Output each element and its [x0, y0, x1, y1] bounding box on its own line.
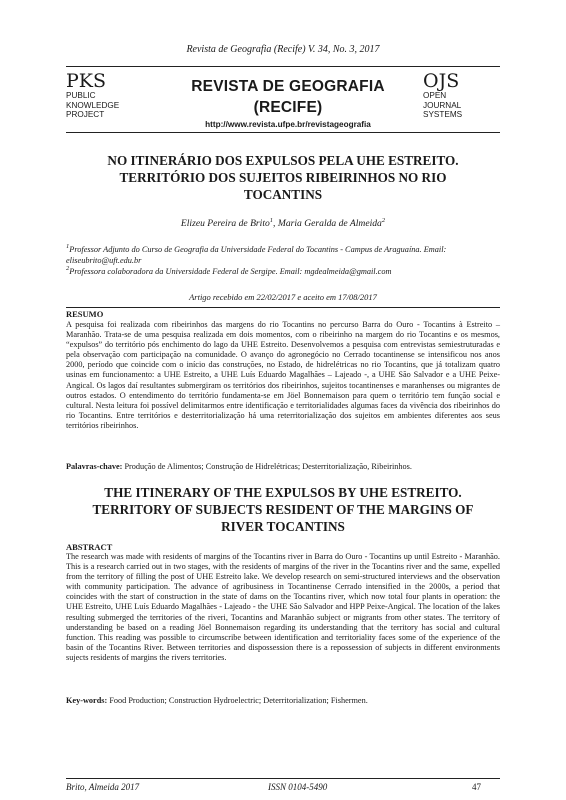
abstract-text: The research was made with residents of margins of the Tocantins river in Barra do Ouro - Tocantins up until Estreito - Maranhão. This is a research carried out in two stages, with the residents of margins of the river in the Tocantins river and the same, expelled from the territory of filling the post of UHE Estreito lake. We develop research on semi-structured interviews and the observation with community participation. The advance of agribusiness in Tocantinense Cerrado intensified in the 2000s, a period that coincides with the start of construction in the state of dams on the Tocantins river, which now total four plants in operation: the UHE Estreito, UHE Luís Eduardo Magalhães - Lajeado - the UHE São Salvador and HPP Peixe-Angical. The location of the lakes resulting submerged the territories of the riveri, Tocantins and Maranhão subject or migrants from other states. The territory of understanding be based on a reading Jöel Bonnemaison regarding its understanding that the territory has social and cultural function. This reading was possible to circumscribe between identification and territoriality faces some of the experience of the basin of the Tocantins River. Between territories and dispossession there is a repossession of subjects in different environments sujects residents of margins the rivers territories.: [66, 552, 500, 662]
journal-title-line-2: (RECIFE): [253, 99, 323, 116]
affiliation-2-marker: 2: [66, 265, 70, 273]
author-1-marker: 1: [269, 216, 274, 224]
affiliation-1-text: Professor Adjunto do Curso de Geografia da Universidade Federal do Tocantins - Campus de Araguaína. Email: eliseubrito@uft.edu.br: [66, 245, 447, 265]
pks-logo: [66, 72, 148, 120]
author-separator: ,: [273, 218, 278, 229]
article-title-en: [66, 484, 500, 535]
author-1: Elizeu Pereira de Brito: [180, 218, 270, 229]
title-pt-line-1: NO ITINERÁRIO DOS EXPULSOS PELA UHE ESTREITO.: [107, 153, 459, 168]
author-2: Maria Geralda de Almeida: [277, 218, 382, 229]
title-en-line-3: RIVER TOCANTINS: [221, 519, 345, 534]
pks-line-3: PROJECT: [66, 110, 105, 120]
journal-title-line-1: REVISTA DE GEOGRAFIA: [191, 78, 385, 95]
keywords-label-pt: Palavras-chave:: [66, 462, 123, 471]
ojs-line-1: OPEN: [423, 91, 447, 100]
affiliation-2-text: Professora colaboradora da Universidade Federal de Sergipe. Email: mgdealmeida@gmail.com: [69, 267, 392, 276]
footer-citation: Brito, Almeida 2017: [66, 782, 140, 792]
affiliation-1-marker: 1: [66, 243, 70, 251]
journal-url[interactable]: http://www.revista.ufpe.br/revistageografia: [205, 120, 371, 129]
journal-masthead: [66, 66, 500, 132]
title-en-line-1: THE ITINERARY OF THE EXPULSOS BY UHE ESTREITO.: [104, 485, 462, 500]
footer-rule: [66, 778, 500, 779]
title-pt-line-2: TERRITÓRIO DOS SUJEITOS RIBEIRINHOS NO RIO: [119, 170, 447, 185]
pks-abbr: PKS: [66, 70, 106, 92]
keywords-label-en: Key-words:: [66, 696, 108, 705]
footer-issn: ISSN 0104-5490: [268, 782, 328, 792]
abstract-heading: ABSTRACT: [66, 542, 113, 552]
keywords-text-en: Food Production; Construction Hydroelectric; Deterritorialization; Fishermen.: [107, 696, 368, 705]
author-2-marker: 2: [381, 216, 386, 224]
resumo-rule: [66, 307, 500, 308]
received-accepted-dates: Artigo recebido em 22/02/2017 e aceito em 17/08/2017: [189, 292, 377, 302]
running-header: Revista de Geografia (Recife) V. 34, No. 3, 2017: [186, 44, 380, 55]
article-title-pt: [66, 152, 500, 203]
abstract-body: [66, 552, 500, 663]
ojs-line-3: SYSTEMS: [423, 110, 463, 120]
masthead-top-rule: [66, 66, 500, 67]
resumo-keywords: [66, 462, 500, 472]
keywords-text-pt: Produção de Alimentos; Construção de Hidrelétricas; Desterritorialização, Ribeirinhos.: [122, 462, 412, 471]
affiliation-2: [66, 267, 500, 278]
journal-title: [158, 76, 418, 118]
title-pt-line-3: TOCANTINS: [243, 187, 323, 202]
author-list: [66, 218, 500, 229]
affiliation-1: [66, 245, 500, 266]
ojs-logo: [423, 72, 503, 120]
pks-line-2: KNOWLEDGE: [66, 100, 120, 110]
resumo-text: A pesquisa foi realizada com ribeirinhos das margens do rio Tocantins no percurso Barra do Ouro - Tocantins à Estreito – Maranhão. Trata-se de uma pesquisa realizada em dois momentos, com o ribeirinho na margem do rio Tocantins e os mesmos, “expulsos” do território pós enchimento do lago da UHE Estreito. Desenvolvemos a pesquisa com entrevistas semiestruturadas e pela observação com participação na comunidade. O avanço do agronegócio no Cerrado tocantinense se intensificou nos anos 2000, período que coincide com o início das construções, no Estado, de hidrelétricas no rio Tocantins, que já totalizam quatro usinas em funcionamento: a UHE Estreito, a UHE Luís Eduardo Magalhães – Lajeado -, a UHE São Salvador e a UHE Peixe-Angical. Os lagos daí resultantes submergiram os territórios dos ribeirinhos, sujeitos tocantinenses e maranhenses ou migrantes de outros estados. O entendimento do território fundamenta-se em Jöel Bonnemaison para quem o território tem função social e cultural. Nesta leitura foi possível delimitarmos entre identificação e territorialidades algumas faces da vivência dos ribeirinhos do rio Tocantins. Entre territórios e desterritorialização há uma reterritorialização dos sujeitos em ambientes diferentes aos seus territórios ribeirinhos.: [66, 320, 500, 430]
resumo-body: [66, 320, 500, 431]
pks-line-1: PUBLIC: [66, 91, 96, 100]
page-number: 47: [472, 782, 481, 792]
resumo-heading: RESUMO: [66, 309, 104, 319]
title-en-line-2: TERRITORY OF SUBJECTS RESIDENT OF THE MARGINS OF: [92, 502, 474, 517]
abstract-keywords: [66, 696, 500, 706]
ojs-abbr: OJS: [423, 70, 460, 92]
masthead-bottom-rule: [66, 132, 500, 133]
ojs-line-2: JOURNAL: [423, 100, 462, 110]
